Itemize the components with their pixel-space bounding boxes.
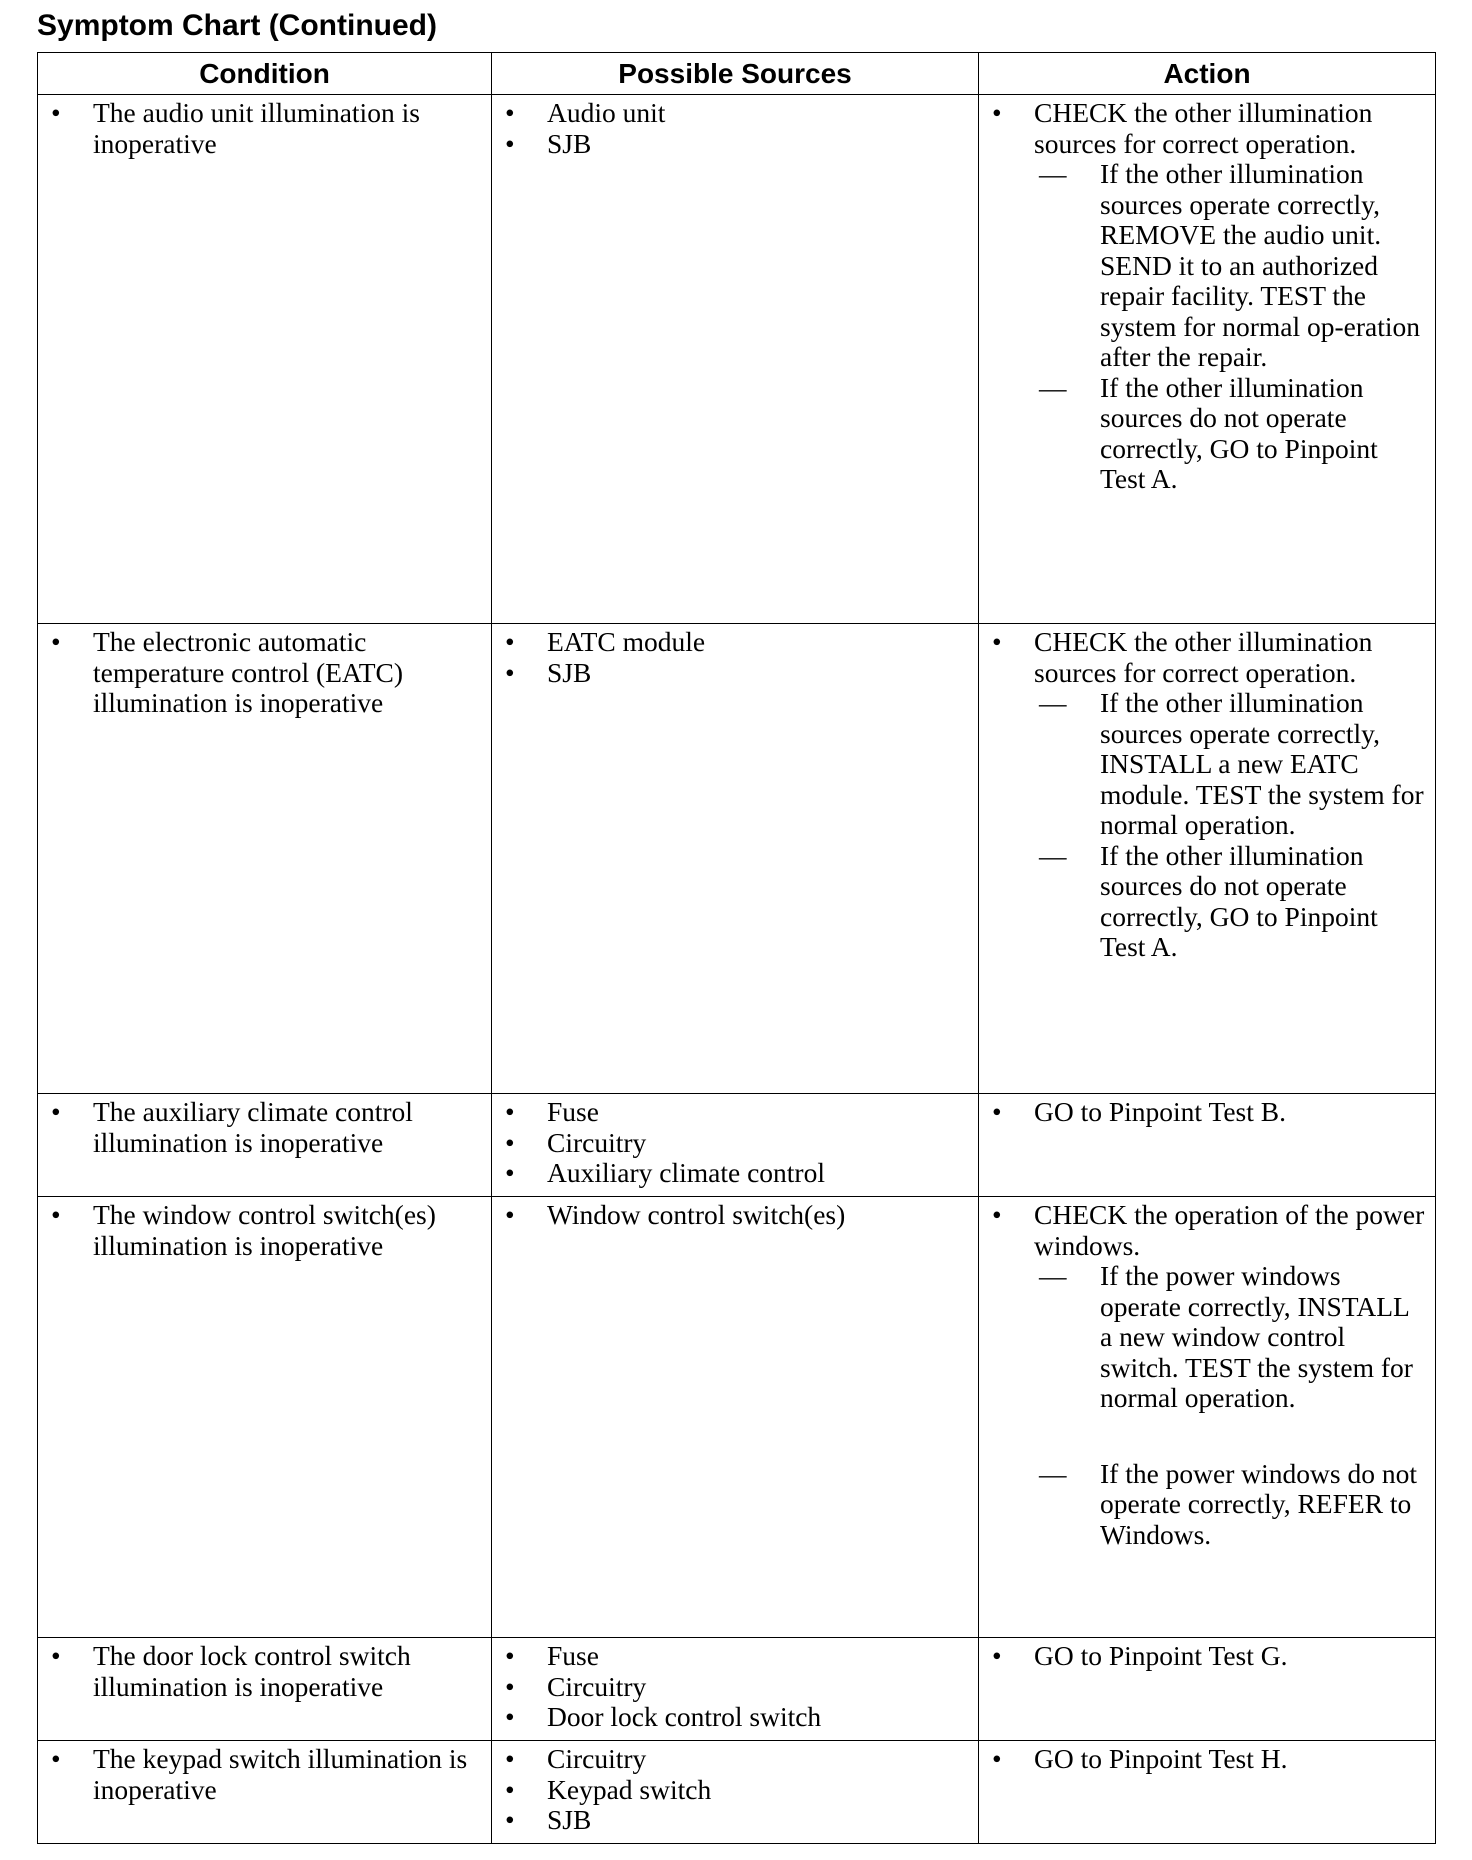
action-sub-item: — If the power windows do not operate correctly, REFER to Windows.: [1039, 1457, 1417, 1550]
source-item: • Keypad switch: [505, 1773, 712, 1805]
condition-cell: [38, 1638, 492, 1741]
bullet-icon: •: [51, 1199, 61, 1230]
source-item: • Fuse: [505, 1096, 599, 1127]
header-action: Action: [979, 53, 1436, 95]
source-item: • Circuitry: [505, 1126, 647, 1158]
bullet-icon: •: [992, 1640, 1002, 1671]
bullet-icon: •: [505, 1701, 515, 1732]
action-sub-item: — If the power windows operate correctly, INSTALL a new window control switch. TEST the system for normal operation.: [1039, 1260, 1413, 1413]
dash-icon: —: [1039, 687, 1067, 718]
bullet-icon: •: [505, 626, 515, 657]
condition-item: • The electronic automatic temperature control (EATC) illumination is inoperative: [51, 626, 404, 718]
spacer: [979, 1414, 1435, 1459]
action-cell: [979, 1638, 1436, 1741]
sources-cell: [492, 1094, 979, 1197]
header-possible-sources: Possible Sources: [492, 53, 979, 95]
page-title: Symptom Chart (Continued): [37, 9, 437, 42]
action-main: • CHECK the operation of the power windows.: [992, 1199, 1425, 1261]
bullet-icon: •: [505, 1126, 515, 1158]
source-item: • SJB: [505, 1804, 592, 1835]
condition-item: • The window control switch(es) illumination is inoperative: [51, 1199, 436, 1261]
condition-cell: [38, 1741, 492, 1844]
condition-cell: [38, 624, 492, 1094]
bullet-icon: •: [505, 97, 515, 128]
bullet-icon: •: [505, 1743, 515, 1774]
action-cell: [979, 1094, 1436, 1197]
bullet-icon: •: [992, 626, 1002, 657]
action-cell: [979, 624, 1436, 1094]
table-row: [38, 624, 1436, 1094]
action-main: • GO to Pinpoint Test B.: [992, 1096, 1286, 1127]
dash-icon: —: [1039, 839, 1067, 871]
condition-item: • The audio unit illumination is inoperative: [51, 97, 420, 159]
action-sub-item: — If the other illumination sources operate correctly, INSTALL a new EATC module. TEST the system for normal operation.: [1039, 687, 1424, 840]
bullet-icon: •: [505, 1804, 515, 1835]
source-item: • Window control switch(es): [505, 1199, 846, 1230]
header-condition: Condition: [38, 53, 492, 95]
source-item: • SJB: [505, 656, 592, 688]
action-sub-item: — If the other illumination sources do not operate correctly, GO to Pinpoint Test A.: [1039, 371, 1378, 494]
dash-icon: —: [1039, 1457, 1067, 1489]
source-item: • Fuse: [505, 1640, 599, 1671]
table-row: [38, 95, 1436, 624]
dash-icon: —: [1039, 1260, 1067, 1291]
bullet-icon: •: [51, 97, 61, 128]
source-item: • SJB: [505, 127, 592, 159]
dash-icon: —: [1039, 371, 1067, 403]
bullet-icon: •: [505, 1640, 515, 1671]
table-row: [38, 1638, 1436, 1741]
source-item: • Circuitry: [505, 1743, 647, 1774]
source-item: • Door lock control switch: [505, 1701, 822, 1732]
condition-item: • The door lock control switch illumination is inoperative: [51, 1640, 411, 1702]
sources-cell: [492, 1197, 979, 1638]
action-cell: [979, 1197, 1436, 1638]
condition-cell: [38, 1094, 492, 1197]
source-item: • EATC module: [505, 626, 706, 657]
bullet-icon: •: [51, 1743, 61, 1774]
bullet-icon: •: [505, 1199, 515, 1230]
table-row: [38, 1094, 1436, 1197]
action-main: • GO to Pinpoint Test H.: [992, 1743, 1288, 1774]
bullet-icon: •: [505, 1773, 515, 1805]
condition-item: • The keypad switch illumination is inoperative: [51, 1743, 468, 1805]
bullet-icon: •: [51, 626, 61, 657]
action-cell: [979, 95, 1436, 624]
sources-cell: [492, 95, 979, 624]
condition-item: • The auxiliary climate control illumination is inoperative: [51, 1096, 413, 1158]
bullet-icon: •: [51, 1640, 61, 1671]
sources-cell: [492, 1638, 979, 1741]
action-main: • CHECK the other illumination sources for correct operation.: [992, 97, 1373, 159]
action-sub-item: — If the other illumination sources operate correctly, REMOVE the audio unit. SEND it to an authorized repair facility. TEST the system for normal op-eration after the repair.: [1039, 158, 1420, 372]
bullet-icon: •: [505, 1670, 515, 1702]
condition-cell: [38, 95, 492, 624]
action-sub-item: — If the other illumination sources do not operate correctly, GO to Pinpoint Test A.: [1039, 839, 1378, 962]
action-main: • CHECK the other illumination sources for correct operation.: [992, 626, 1373, 688]
bullet-icon: •: [505, 1157, 515, 1188]
bullet-icon: •: [992, 1096, 1002, 1127]
condition-cell: [38, 1197, 492, 1638]
source-item: • Circuitry: [505, 1670, 647, 1702]
action-cell: [979, 1741, 1436, 1844]
bullet-icon: •: [505, 656, 515, 688]
table-row: [38, 1741, 1436, 1844]
table-row: [38, 1197, 1436, 1638]
dash-icon: —: [1039, 158, 1067, 189]
sources-cell: [492, 624, 979, 1094]
table-header-row: [38, 53, 1436, 95]
bullet-icon: •: [505, 1096, 515, 1127]
sources-cell: [492, 1741, 979, 1844]
source-item: • Audio unit: [505, 97, 666, 128]
source-item: • Auxiliary climate control: [505, 1157, 825, 1188]
bullet-icon: •: [992, 1743, 1002, 1774]
bullet-icon: •: [505, 127, 515, 159]
action-main: • GO to Pinpoint Test G.: [992, 1640, 1288, 1671]
bullet-icon: •: [992, 97, 1002, 128]
bullet-icon: •: [992, 1199, 1002, 1230]
bullet-icon: •: [51, 1096, 61, 1127]
symptom-chart-table: [37, 52, 1436, 1844]
